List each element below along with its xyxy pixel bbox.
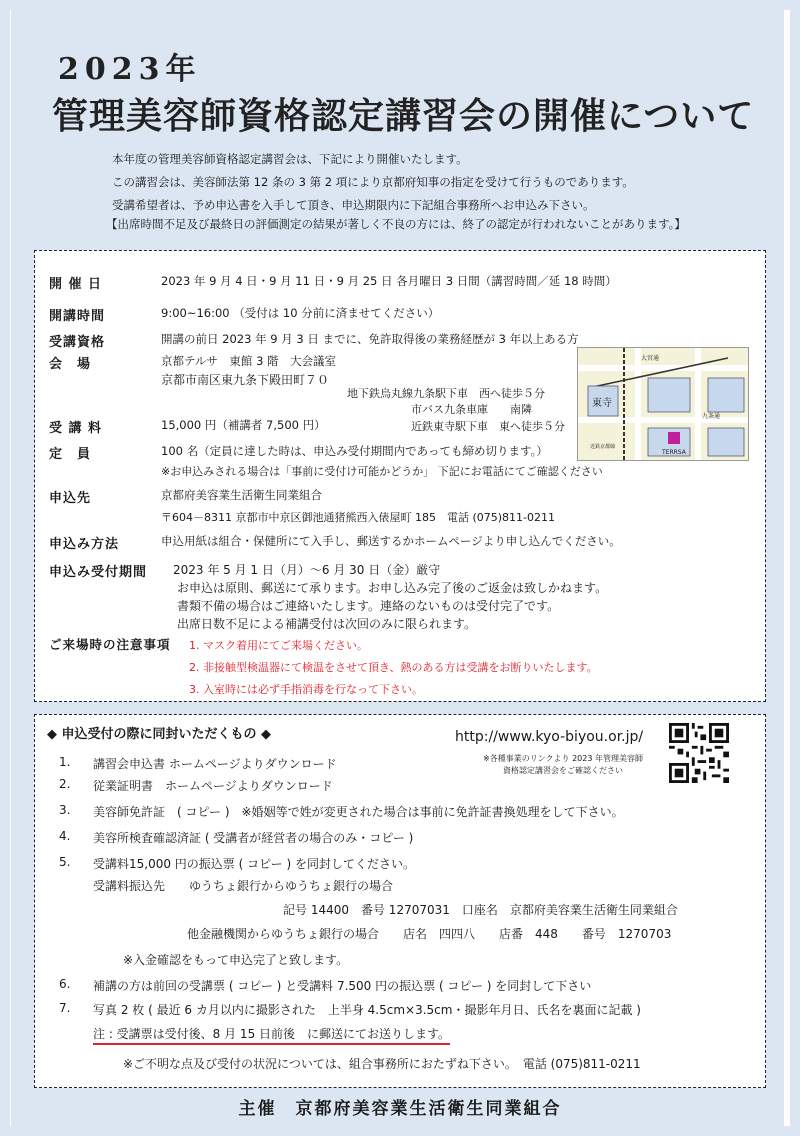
fee-value: 15,000 円（補講者 7,500 円）	[161, 418, 326, 432]
capacity-note: ※お申込みされる場合は「事前に受付け可能かどうか」 下記にお電話にてご確認ください	[161, 465, 603, 478]
doc-item-7-text: 写真 2 枚 ( 最近 6 カ月以内に撮影された 上半身 4.5cm×3.5cm・撮影年月日、氏名を裏面に記載 )	[93, 1003, 641, 1017]
intro-line-2: この講習会は、美容師法第 12 条の 3 第 2 項により京都府知事の指定を受けて行うものであります。	[112, 175, 634, 189]
intro-note: 【出席時間不足及び最終日の評価測定の結果が著しく不良の方には、終了の認定が行われないことがあります。】	[106, 217, 686, 231]
period-note-2: 書類不備の場合はご連絡いたします。連絡のないものは受付完了です。	[177, 599, 560, 613]
period-note-3: 出席日数不足による補講受付は次回のみに限られます。	[177, 617, 477, 631]
map-label-terrsa: TERRSA	[662, 449, 686, 456]
venue-address: 京都市南区東九条下殿田町７０	[161, 373, 330, 387]
red-note-text: 注 : 受講票は受付後、8 月 15 日前後 に郵送にてお送りします。	[93, 1027, 450, 1045]
doc-item-2-num: 2.	[59, 777, 71, 791]
doc-item-1-text: 講習会申込書 ホームページよりダウンロード	[93, 757, 337, 771]
contact-note: ※ご不明な点及び受付の状況については、組合事務所におたずね下さい。 電話 (075)811-0211	[123, 1057, 641, 1071]
method-label: 申込み方法	[49, 537, 120, 552]
transfer-line-1: 記号 14400 番号 12707031 口座名 京都府美容業生活衛生同業組合	[283, 903, 678, 917]
doc-item-5-text: 受講料15,000 円の振込票 ( コピー ) を同封してください。	[93, 857, 415, 871]
fee-label: 受 講 料	[49, 421, 103, 436]
access-kintetsu: 近鉄東寺駅下車 東へ徒歩５分	[411, 420, 565, 433]
transfer-note: ※入金確認をもって申込完了と致します。	[123, 953, 349, 967]
doc-item-1-num: 1.	[59, 755, 71, 769]
time-value: 9:00~16:00 （受付は 10 分前に済ませてください）	[161, 306, 440, 320]
dates-value: 2023 年 9 月 4 日・9 月 11 日・9 月 25 日 各月曜日 3 日間（講習時間／延 18 時間）	[161, 274, 617, 288]
apply-label: 申込先	[49, 491, 92, 506]
doc-item-4-num: 4.	[59, 829, 71, 843]
documents-box	[34, 714, 766, 1088]
doc-item-2-text: 従業証明書 ホームページよりダウンロード	[93, 779, 333, 793]
doc-item-3-num: 3.	[59, 803, 71, 817]
website-url[interactable]: http://www.kyo-biyou.or.jp/	[455, 729, 644, 745]
map-label-toji: 東寺	[592, 398, 612, 409]
intro-line-3: 受講希望者は、予め申込書を入手して頂き、申込期限内に下記組合事務所へお申込み下さい。	[112, 198, 595, 212]
doc-item-5-num: 5.	[59, 855, 71, 869]
venue-map	[577, 347, 749, 461]
qual-label: 受講資格	[49, 335, 106, 350]
doc-item-3-text: 美容師免許証 ( コピー ) ※婚姻等で姓が変更された場合は事前に免許証書換処理をして下さい。	[93, 805, 624, 819]
venue-name: 京都テルサ 東館 3 階 大会議室	[161, 354, 337, 368]
intro-line-1: 本年度の管理美容師資格認定講習会は、下記により開催いたします。	[112, 152, 468, 166]
access-bus: 市バス九条車庫 南隣	[411, 403, 532, 416]
caution-2: 2. 非接触型検温器にて検温をさせて頂き、熱のある方は受講をお断りいたします。	[189, 661, 598, 674]
capacity-label: 定 員	[49, 447, 92, 462]
page-title: 管理美容師資格認定講習会の開催について	[52, 95, 755, 137]
qual-value: 開講の前日 2023 年 9 月 3 日 までに、免許取得後の業務経歴が 3 年以上ある方	[161, 332, 579, 346]
url-note	[483, 753, 643, 777]
period-label: 申込み受付期間	[49, 565, 148, 580]
dates-label: 開 催 日	[49, 277, 103, 292]
venue-label: 会 場	[49, 357, 92, 372]
caution-3: 3. 入室時には必ず手指消毒を行なって下さい。	[189, 683, 423, 696]
map-label-kujo: 九条通	[702, 413, 721, 420]
documents-heading: ◆ 申込受付の際に同封いただくもの ◆	[47, 727, 272, 742]
access-subway: 地下鉄烏丸線九条駅下車 西へ徒歩５分	[347, 387, 545, 400]
map-graphic	[578, 348, 749, 461]
transfer-label: 受講料振込先 ゆうちょ銀行からゆうちょ銀行の場合	[93, 879, 394, 893]
apply-address: 〒604－8311 京都市中京区御池通猪熊西入俵屋町 185 電話 (075)811-0211	[161, 511, 556, 524]
method-value: 申込用紙は組合・保健所にて入手し、郵送するかホームページより申し込んでください。	[161, 534, 621, 548]
apply-org: 京都府美容業生活衛生同業組合	[161, 488, 322, 502]
time-label: 開講時間	[49, 309, 106, 324]
red-note	[93, 1025, 450, 1042]
doc-item-4-text: 美容所検査確認済証 ( 受講者が経営者の場合のみ・コピー )	[93, 831, 414, 845]
year-title: 2023年	[58, 52, 202, 87]
url-note-line-1: ※各種事業のリンクより 2023 年管理美容師	[483, 754, 643, 763]
doc-item-6-text: 補講の方は前回の受講票 ( コピー ) と受講料 7.500 円の振込票 ( コピー ) を同封して下さい	[93, 979, 592, 993]
caution-1: 1. マスク着用にてご来場ください。	[189, 639, 368, 652]
intro-text	[112, 148, 634, 217]
map-label-omiya: 大宮通	[641, 355, 660, 362]
period-note-1: お申込は原則、郵送にて承ります。お申し込み完了後のご返金は致しかねます。	[177, 581, 608, 595]
doc-item-7-num: 7.	[59, 1001, 71, 1015]
map-label-kintetsu: 近鉄京都線	[590, 444, 616, 450]
period-value: 2023 年 5 月 1 日（月）～6 月 30 日（金）厳守	[173, 563, 441, 577]
qr-code-icon[interactable]	[669, 723, 729, 783]
footer-organizer: 主催 京都府美容業生活衛生同業組合	[238, 1099, 562, 1119]
caution-label: ご来場時の注意事項	[49, 637, 171, 652]
doc-item-6-num: 6.	[59, 977, 71, 991]
url-note-line-2: 資格認定講習会をご確認ください	[503, 766, 623, 775]
transfer-line-2: 他金融機関からゆうちょ銀行の場合 店名 四四八 店番 448 番号 1270703	[187, 927, 672, 941]
capacity-value: 100 名（定員に達した時は、申込み受付期間内であっても締め切ります。）	[161, 444, 548, 458]
info-box	[34, 250, 766, 702]
